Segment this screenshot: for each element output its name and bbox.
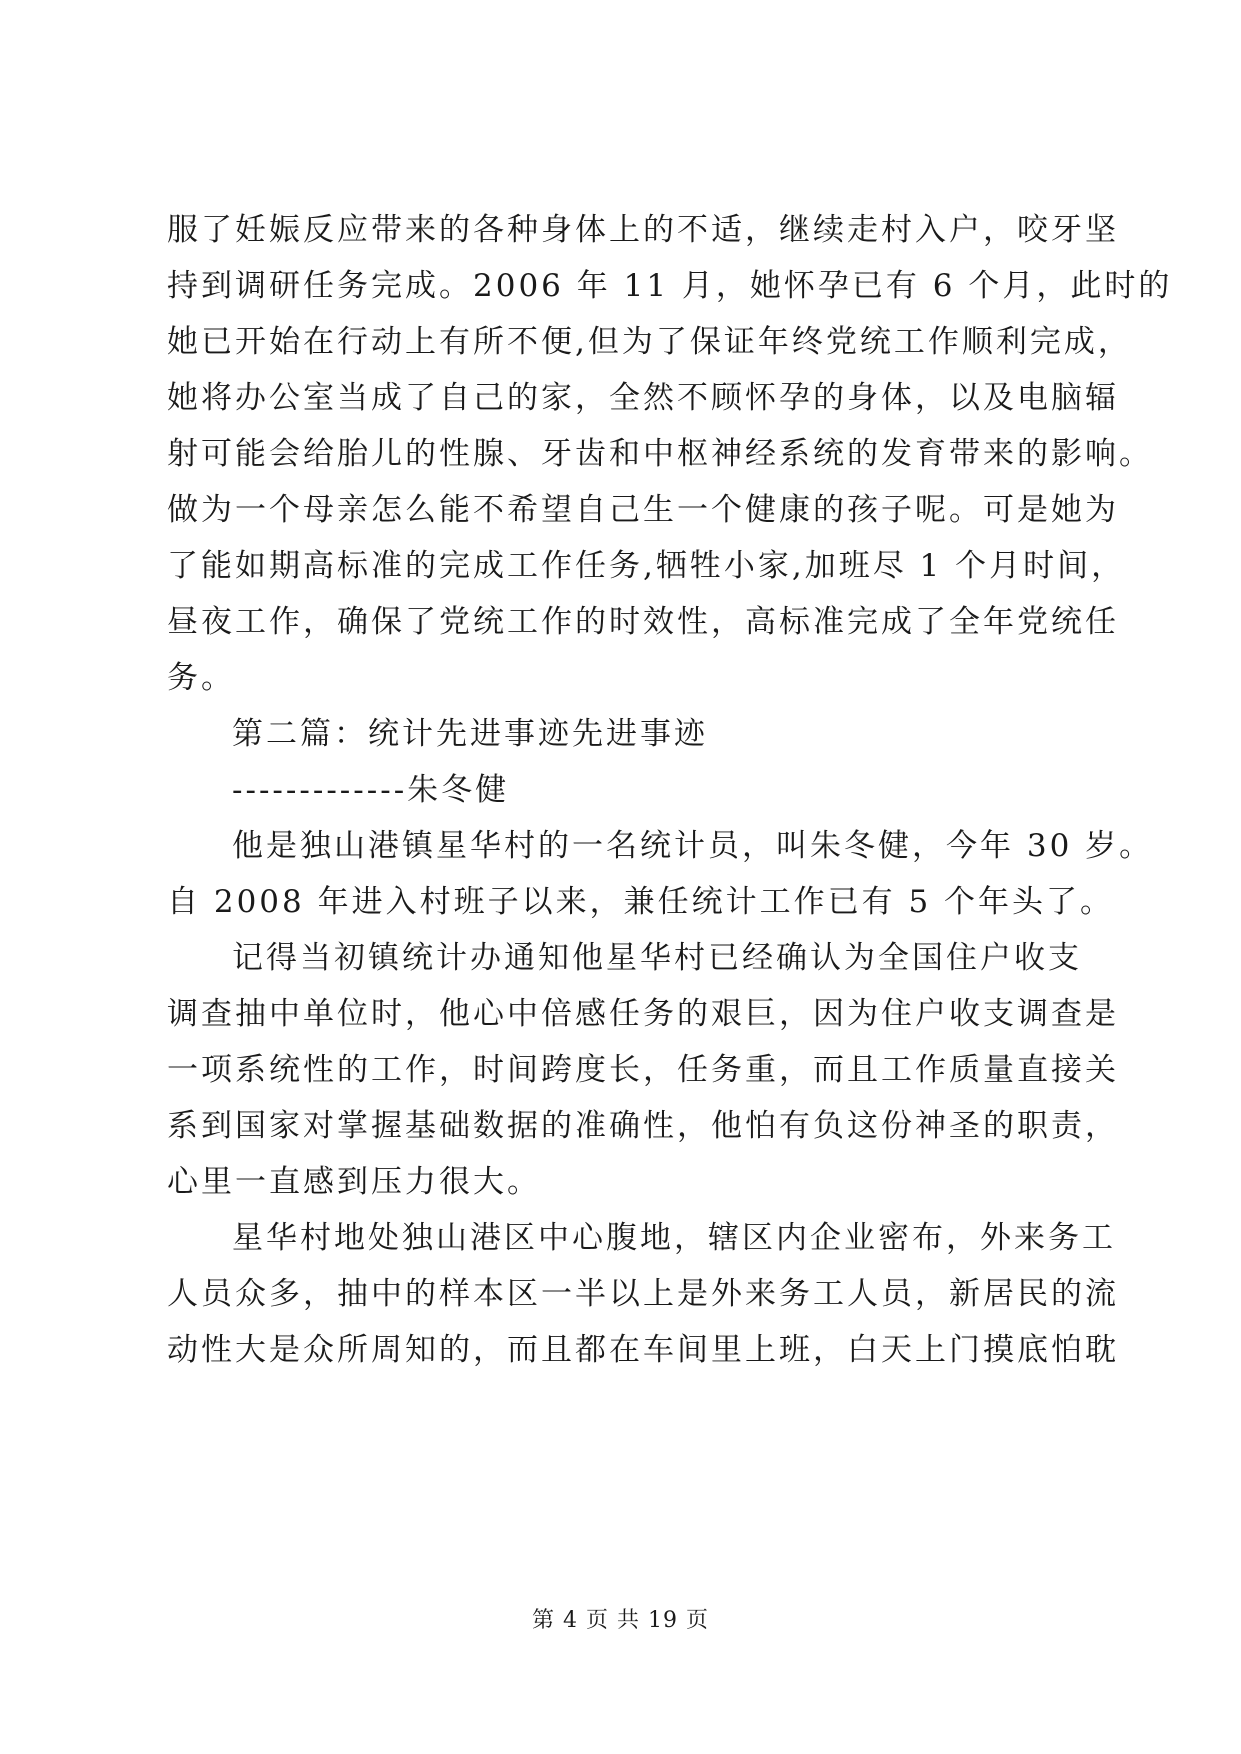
text-line: 人员众多，抽中的样本区一半以上是外来务工人员，新居民的流 xyxy=(167,1276,1119,1312)
text-line: 服了妊娠反应带来的各种身体上的不适，继续走村入户，咬牙坚 xyxy=(167,212,1119,248)
text-line: 调查抽中单位时，他心中倍感任务的艰巨，因为住户收支调查是 xyxy=(167,996,1119,1032)
text-line: 动性大是众所周知的，而且都在车间里上班，白天上门摸底怕耽 xyxy=(167,1332,1119,1368)
text-line: 心里一直感到压力很大。 xyxy=(167,1164,541,1200)
text-line: 昼夜工作，确保了党统工作的时效性，高标准完成了全年党统任 xyxy=(167,604,1119,640)
section-heading: 第二篇：统计先进事迹先进事迹 xyxy=(232,716,708,752)
text-line: 自 2008 年进入村班子以来，兼任统计工作已有 5 个年头了。 xyxy=(167,884,1115,920)
page-number-footer: 第 4 页 共 19 页 xyxy=(532,1608,709,1633)
text-line: 了能如期高标准的完成工作任务,牺牲小家,加班尽 1 个月时间， xyxy=(167,548,1126,584)
text-line: 一项系统性的工作，时间跨度长，任务重，而且工作质量直接关 xyxy=(167,1052,1119,1088)
text-line: 射可能会给胎儿的性腺、牙齿和中枢神经系统的发育带来的影响。 xyxy=(167,436,1153,472)
text-line: 她将办公室当成了自己的家，全然不顾怀孕的身体，以及电脑辐 xyxy=(167,380,1119,416)
text-line: 系到国家对掌握基础数据的准确性，他怕有负这份神圣的职责， xyxy=(167,1108,1119,1144)
text-line: 务。 xyxy=(167,660,235,696)
text-line: 她已开始在行动上有所不便,但为了保证年终党统工作顺利完成， xyxy=(167,324,1132,360)
text-line: 做为一个母亲怎么能不希望自己生一个健康的孩子呢。可是她为 xyxy=(167,492,1119,528)
text-line: 持到调研任务完成。2006 年 11 月，她怀孕已有 6 个月，此时的 xyxy=(167,268,1173,304)
text-line: 记得当初镇统计办通知他星华村已经确认为全国住户收支 xyxy=(232,940,1082,976)
author-line: -------------朱冬健 xyxy=(232,772,510,808)
text-line: 星华村地处独山港区中心腹地，辖区内企业密布，外来务工 xyxy=(232,1220,1116,1256)
text-line: 他是独山港镇星华村的一名统计员，叫朱冬健，今年 30 岁。 xyxy=(232,828,1154,864)
